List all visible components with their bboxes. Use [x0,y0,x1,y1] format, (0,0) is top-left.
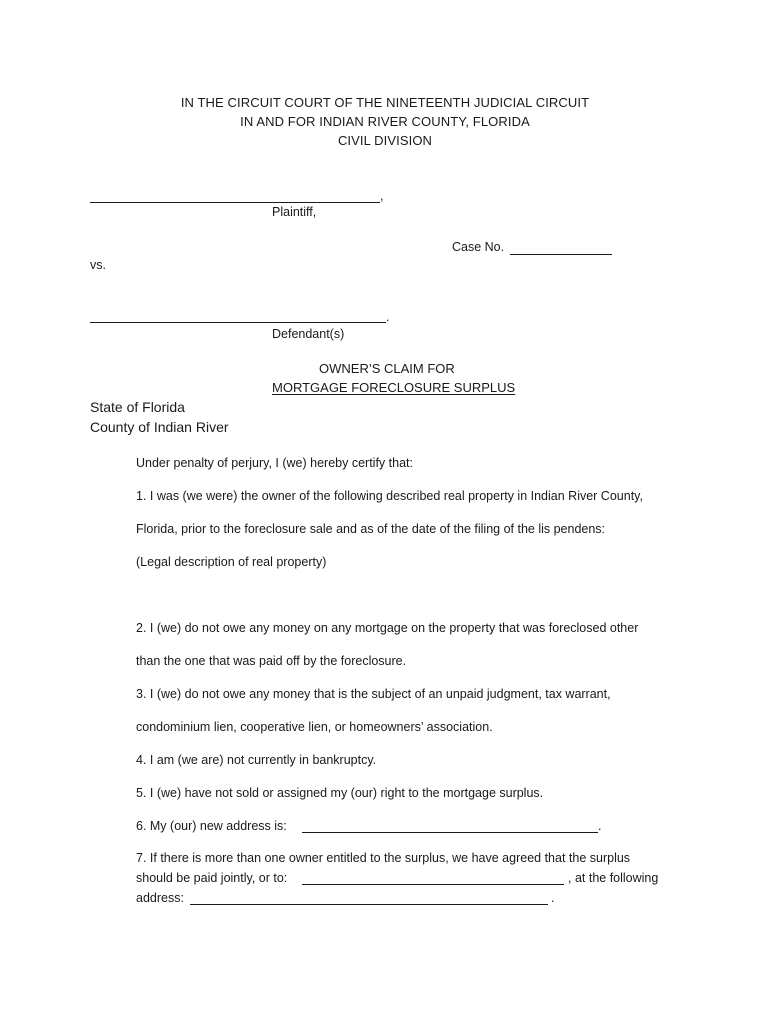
case-number-line[interactable] [510,254,612,255]
defendant-period: . [386,310,390,324]
document-title-line-1: OWNER’S CLAIM FOR [319,361,455,376]
item-7-line-1: 7. If there is more than one owner entitled to the surplus, we have agreed that the surplus [136,851,631,865]
item-2-line-2: than the one that was paid off by the foreclosure. [136,654,407,668]
surplus-payee-line[interactable] [302,884,564,885]
item-3-line-1: 3. I (we) do not owe any money that is the subject of an unpaid judgment, tax warrant, [136,687,611,701]
document-title-line-2: MORTGAGE FORECLOSURE SURPLUS [272,380,516,395]
item-7-line-2-start: should be paid jointly, or to: [136,871,288,885]
court-header-line-2: IN AND FOR INDIAN RIVER COUNTY, FLORIDA [240,114,530,129]
court-header-line-3: CIVIL DIVISION [337,133,433,148]
plaintiff-name-line[interactable] [90,202,380,203]
item-2-line-1: 2. I (we) do not owe any money on any mortgage on the property that was foreclosed other [136,621,639,635]
item-1-line-2: Florida, prior to the foreclosure sale and as of the date of the filing of the lis pendens: [136,522,606,536]
certification-intro: Under penalty of perjury, I (we) hereby certify that: [136,456,413,470]
venue-county: County of Indian River [90,419,229,435]
defendant-label: Defendant(s) [272,327,345,341]
payee-address-line[interactable] [190,904,548,905]
court-header-line-1: IN THE CIRCUIT COURT OF THE NINETEENTH JUDICIAL CIRCUIT [180,95,590,110]
item-3-line-2: condominium lien, cooperative lien, or homeowners’ association. [136,720,493,734]
plaintiff-comma: , [380,189,384,203]
item-7-line-3-end: . [551,891,555,905]
defendant-name-line[interactable] [90,322,386,323]
item-4: 4. I am (we are) not currently in bankruptcy. [136,753,377,767]
plaintiff-label: Plaintiff, [272,205,317,219]
item-7-line-2-end: , at the following [568,871,659,885]
case-no-label: Case No. [452,240,505,254]
item-6-period: . [598,819,602,833]
item-1-line-1: 1. I was (we were) the owner of the following described real property in Indian River County, [136,489,643,503]
item-1-line-3: (Legal description of real property) [136,555,327,569]
item-5: 5. I (we) have not sold or assigned my (our) right to the mortgage surplus. [136,786,544,800]
venue-state: State of Florida [90,399,185,415]
new-address-line[interactable] [302,832,598,833]
item-6-label: 6. My (our) new address is: [136,819,287,833]
item-7-line-3-start: address: [136,891,184,905]
versus-label: vs. [90,258,106,272]
